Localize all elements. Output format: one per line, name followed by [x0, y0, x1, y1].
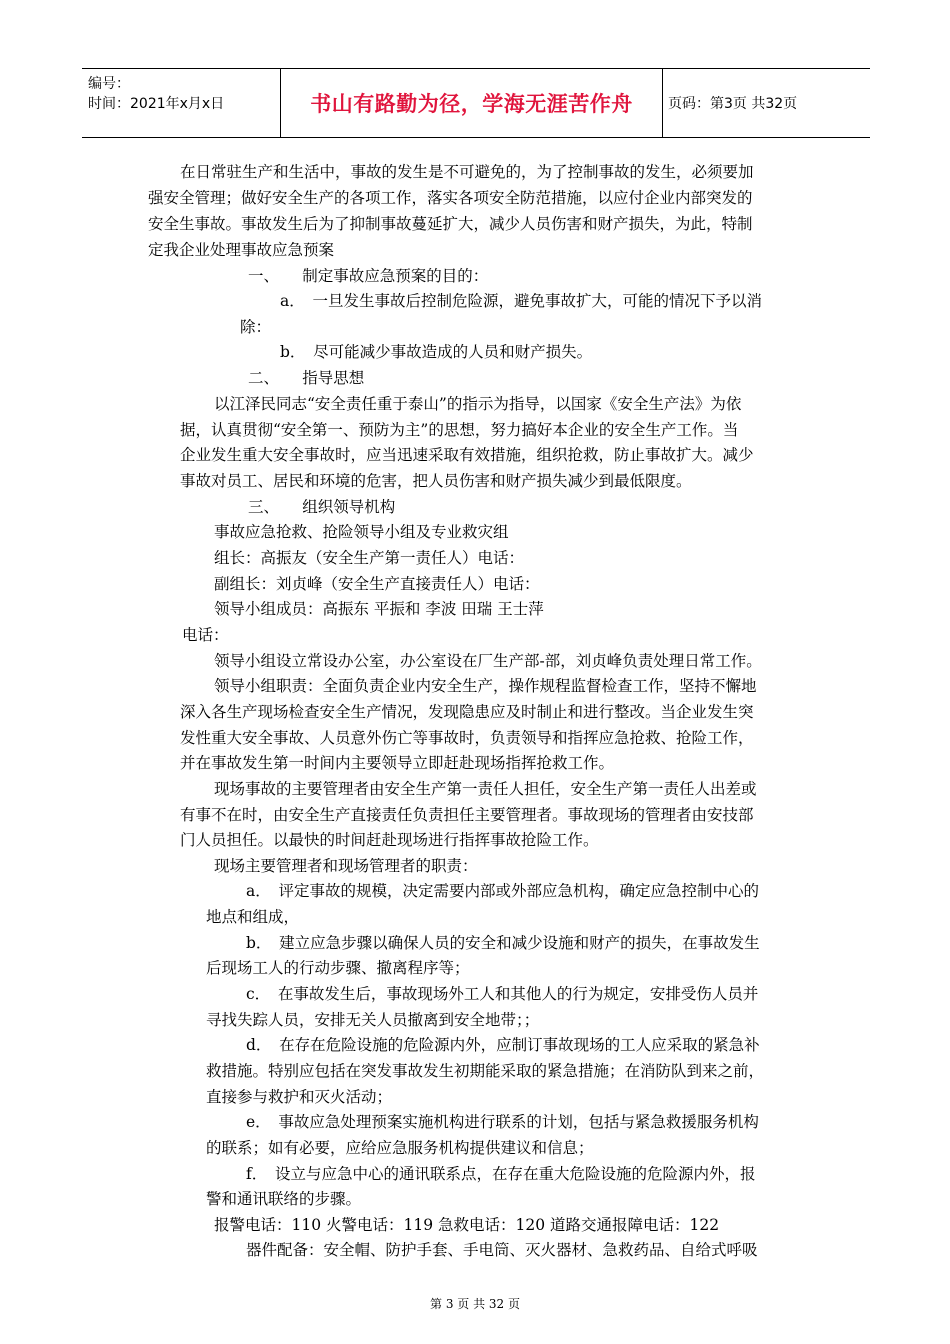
section-heading: 三、 组织领导机构	[248, 498, 396, 516]
text-line: 定我企业处理事故应急预案	[148, 241, 335, 259]
text-line: 寻找失踪人员，安排无关人员撤离到安全地带；；	[206, 1011, 540, 1029]
header-motto: 书山有路勤为径，学海无涯苦作舟	[281, 69, 663, 137]
text-line: 事故应急抢救、抢险领导小组及专业救灾组	[214, 523, 509, 541]
section-heading: 一、 制定事故应急预案的目的：	[248, 267, 489, 285]
text-line: 安全生事故。事故发生后为了抑制事故蔓延扩大，减少人员伤害和财产损失，为此，特制	[148, 215, 753, 233]
text-line: 事故对员工、居民和环境的危害，把人员伤害和财产损失减少到最低限度。	[180, 472, 692, 490]
text-line: 电话：	[182, 626, 229, 644]
text-line: 据，认真贯彻“安全第一、预防为主”的思想，努力搞好本企业的安全生产工作。当	[180, 421, 739, 439]
text-line: 发性重大安全事故、人员意外伤亡等事故时，负责领导和指挥应急抢救、抢险工作，	[180, 729, 754, 747]
text-line: 并在事故发生第一时间内主要领导立即赶赴现场指挥抢救工作。	[180, 754, 615, 772]
text-line: 领导小组职责：全面负责企业内安全生产，操作规程监督检查工作，坚持不懈地	[214, 677, 757, 695]
text-line: 深入各生产现场检查安全生产情况，发现隐患应及时制止和进行整改。当企业发生突	[180, 703, 754, 721]
text-line: b． 建立应急步骤以确保人员的安全和减少设施和财产的损失，在事故发生	[246, 934, 760, 952]
text-line: 救措施。特别应包括在突发事故发生初期能采取的紧急措施；在消防队到来之前，	[206, 1062, 765, 1080]
text-line: 警和通讯联络的步骤。	[206, 1190, 362, 1208]
text-line: 领导小组成员：高振东 平振和 李波 田瑞 王士萍	[214, 600, 544, 618]
text-line: 器件配备：安全帽、防护手套、手电筒、灭火器材、急救药品、自给式呼吸	[246, 1241, 758, 1259]
text-line: d． 在存在危险设施的危险源内外，应制订事故现场的工人应采取的紧急补	[246, 1036, 760, 1054]
text-line: 除：	[240, 318, 272, 336]
text-line: 副组长：刘贞峰（安全生产直接责任人）电话：	[214, 575, 540, 593]
text-line: 现场事故的主要管理者由安全生产第一责任人担任，安全生产第一责任人出差或	[214, 780, 757, 798]
text-line: 领导小组设立常设办公室，办公室设在厂生产部-部，刘贞峰负责处理日常工作。	[214, 652, 762, 670]
text-line: 有事不在时，由安全生产直接责任负责担任主要管理者。事故现场的管理者由安技部	[180, 806, 754, 824]
text-line: 报警电话：110 火警电话：119 急救电话：120 道路交通报障电话：122	[214, 1216, 720, 1234]
text-line: 企业发生重大安全事故时，应当迅速采取有效措施，组织抢救，防止事故扩大。减少	[180, 446, 754, 464]
text-line: 强安全管理；做好安全生产的各项工作，落实各项安全防范措施，以应付企业内部突发的	[148, 189, 753, 207]
text-line: 地点和组成，	[206, 908, 300, 926]
page-footer: 第 3 页 共 32 页	[430, 1297, 520, 1311]
text-line: b． 尽可能减少事故造成的人员和财产损失。	[280, 343, 593, 361]
text-line: a． 一旦发生事故后控制危险源，避免事故扩大，可能的情况下予以消	[280, 292, 762, 310]
text-line: f． 设立与应急中心的通讯联系点，在存在重大危险设施的危险源内外，报	[246, 1165, 756, 1183]
text-line: 门人员担任。以最快的时间赶赴现场进行指挥事故抢险工作。	[180, 831, 599, 849]
header-page-info: 页码：第3页 共32页	[668, 96, 798, 112]
text-line: a． 评定事故的规模，决定需要内部或外部应急机构，确定应急控制中心的	[246, 882, 759, 900]
text-line: 以江泽民同志“安全责任重于泰山”的指示为指导，以国家《安全生产法》为依	[214, 395, 742, 413]
date-label: 时间：2021年x月x日	[88, 96, 225, 112]
text-line: e． 事故应急处理预案实施机构进行联系的计划，包括与紧急救援服务机构	[246, 1113, 759, 1131]
text-line: c． 在事故发生后，事故现场外工人和其他人的行为规定，安排受伤人员并	[246, 985, 759, 1003]
text-line: 后现场工人的行动步骤、撤离程序等；	[206, 959, 470, 977]
text-line: 在日常驻生产和生活中，事故的发生是不可避免的，为了控制事故的发生，必须要加	[180, 163, 754, 181]
text-line: 现场主要管理者和现场管理者的职责：	[214, 857, 478, 875]
header-meta	[82, 69, 281, 137]
text-line: 直接参与救护和灭火活动；	[206, 1088, 393, 1106]
text-line: 组长：高振友（安全生产第一责任人）电话：	[214, 549, 525, 567]
number-label: 编号：	[88, 76, 130, 92]
page-header	[82, 68, 870, 138]
section-heading: 二、 指导思想	[248, 369, 365, 387]
text-line: 的联系；如有必要，应给应急服务机构提供建议和信息；	[206, 1139, 594, 1157]
